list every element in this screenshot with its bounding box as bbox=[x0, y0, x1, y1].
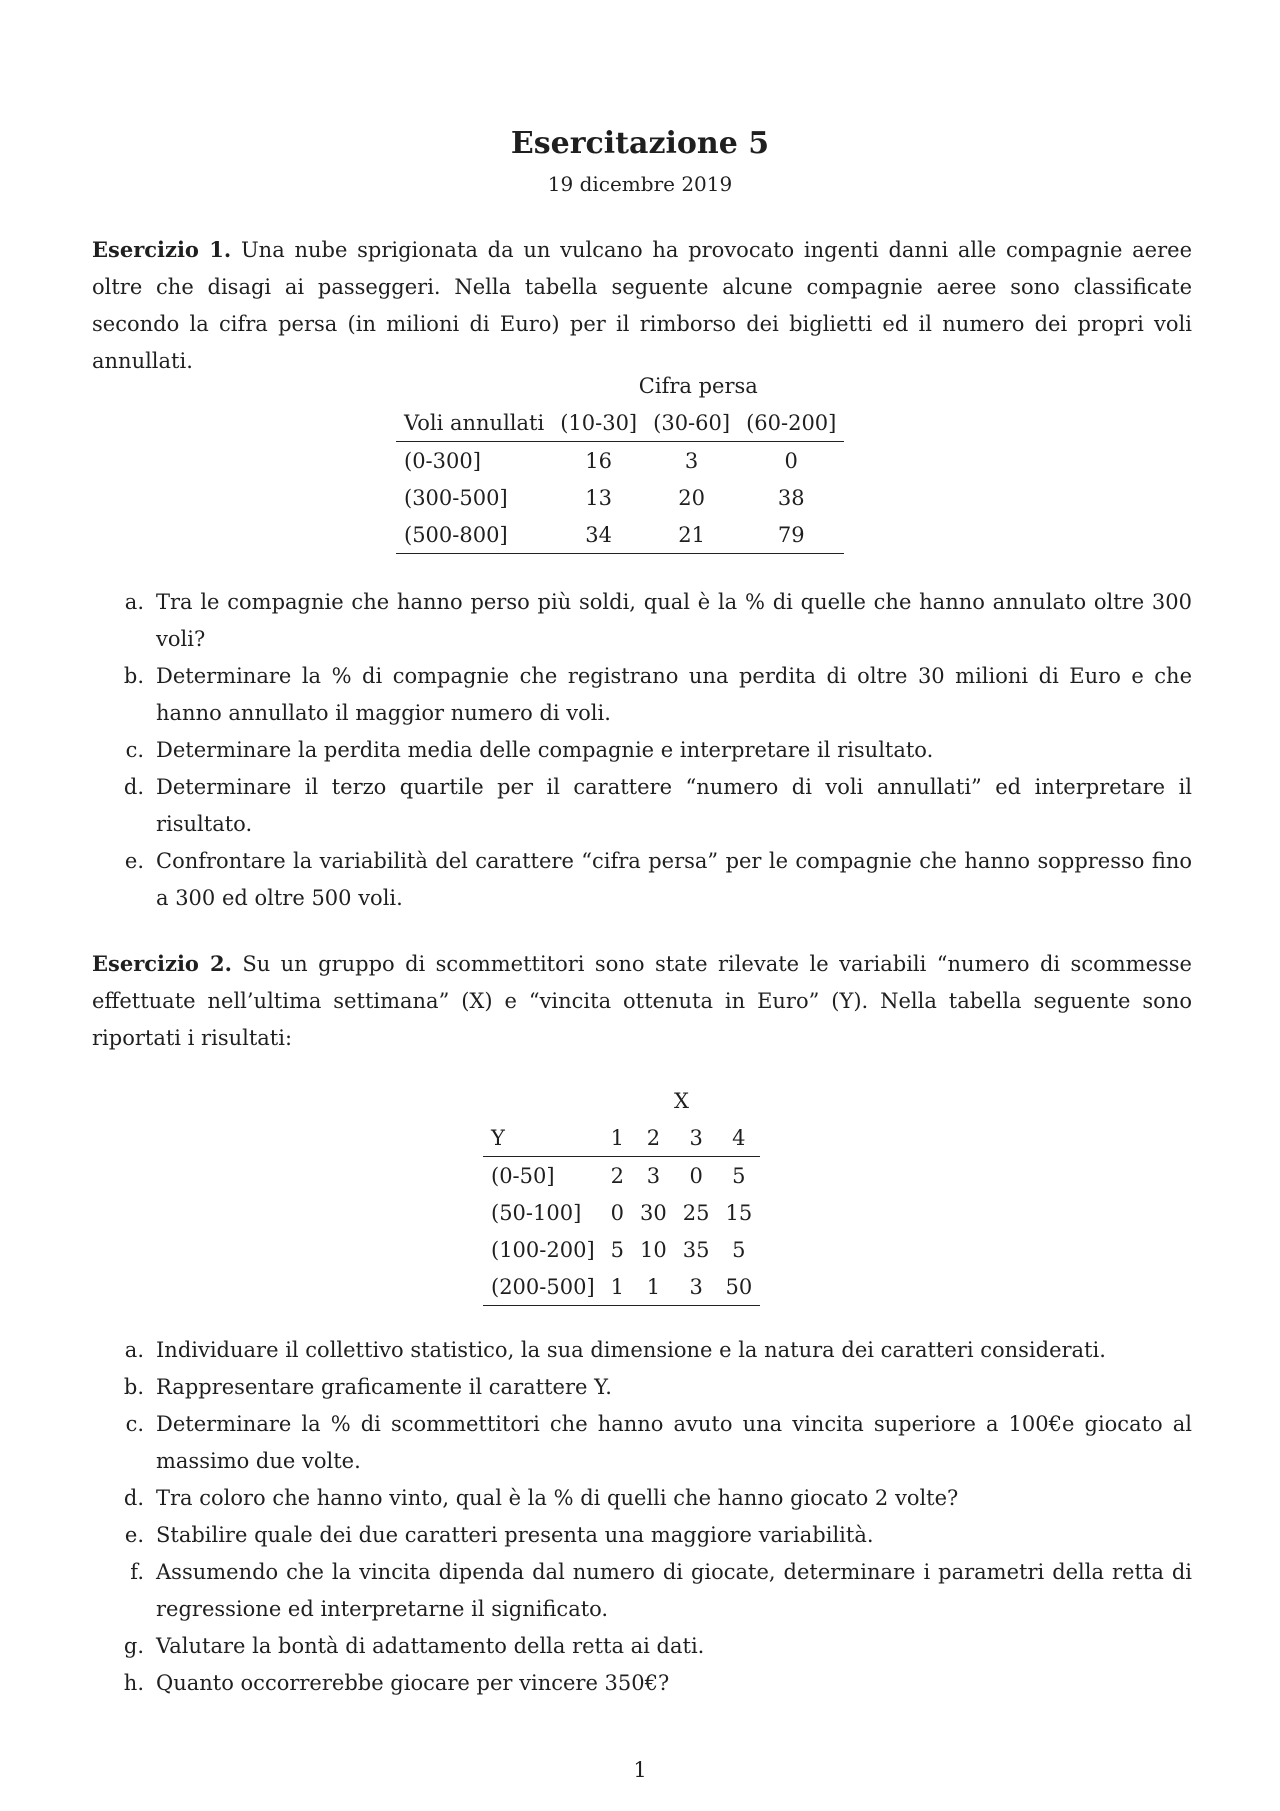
table-cell: 21 bbox=[645, 516, 738, 554]
table-row-label: (300-500] bbox=[404, 485, 508, 510]
table-2-row-header: Y bbox=[483, 1119, 603, 1157]
table-cell: 20 bbox=[678, 485, 705, 510]
exercise-1-table bbox=[396, 367, 844, 554]
question-marker: e. bbox=[124, 1523, 144, 1547]
question-item bbox=[92, 1665, 1192, 1702]
table-cell: 3 bbox=[646, 1163, 661, 1188]
table-cell: 2 bbox=[610, 1163, 625, 1188]
exercise-1-intro bbox=[92, 231, 1192, 380]
table-row-label: (0-50] bbox=[491, 1163, 555, 1188]
table-cell: 3 bbox=[684, 448, 699, 473]
table-row bbox=[483, 1268, 760, 1306]
exercise-2-label: Esercizio 2. bbox=[92, 951, 232, 976]
question-text: Stabilire quale dei due caratteri presenta una maggiore variabilità. bbox=[156, 1523, 874, 1547]
table-cell: 5 bbox=[732, 1237, 746, 1262]
table-1-col-header: (10-30] bbox=[552, 404, 645, 442]
question-marker: d. bbox=[123, 1486, 144, 1510]
table-cell: 35 bbox=[682, 1237, 710, 1262]
exercise-2-intro bbox=[92, 945, 1192, 1057]
page-date: 19 dicembre 2019 bbox=[547, 172, 733, 196]
table-row bbox=[483, 1157, 760, 1195]
table-cell: 16 bbox=[585, 448, 613, 473]
table-cell: 0 bbox=[610, 1200, 625, 1225]
table-cell: 79 bbox=[738, 516, 844, 554]
question-marker: h. bbox=[123, 1671, 144, 1695]
table-cell: 0 bbox=[689, 1163, 703, 1188]
table-cell: 1 bbox=[632, 1268, 675, 1306]
question-marker: f. bbox=[130, 1560, 144, 1584]
table-2-col-header: 1 bbox=[603, 1119, 632, 1157]
question-item bbox=[92, 843, 1192, 917]
question-item bbox=[92, 658, 1192, 732]
table-row bbox=[396, 442, 844, 480]
table-cell: 30 bbox=[640, 1200, 667, 1225]
exercise-1-label: Esercizio 1. bbox=[92, 237, 232, 262]
question-marker: d. bbox=[123, 775, 144, 799]
table-cell: 25 bbox=[682, 1200, 710, 1225]
question-item bbox=[92, 1332, 1192, 1369]
table-cell: 10 bbox=[640, 1237, 667, 1262]
table-1-col-header: (60-200] bbox=[738, 404, 844, 442]
question-marker: a. bbox=[124, 1338, 144, 1362]
question-text: Individuare il collettivo statistico, la sua dimensione e la natura dei caratteri considerati. bbox=[156, 1338, 1106, 1362]
table-2-col-header: 4 bbox=[718, 1119, 761, 1157]
question-marker: a. bbox=[124, 590, 144, 614]
question-marker: g. bbox=[123, 1634, 144, 1658]
table-row-label: (0-300] bbox=[404, 448, 481, 473]
question-item bbox=[92, 769, 1192, 843]
question-text: Valutare la bontà di adattamento della retta ai dati. bbox=[156, 1634, 705, 1658]
exercise-1-text: Una nube sprigionata da un vulcano ha provocato ingenti danni alle compagnie aeree oltre che disagi ai passeggeri. Nella tabella seguente alcune compagnie aeree sono classificate secondo la cifra persa (in milioni di Euro) per il rimborso dei biglietti ed il numero dei propri voli annullati. bbox=[92, 238, 1192, 373]
table-row bbox=[396, 516, 844, 554]
question-text: Determinare la % di scommettitori che hanno avuto una vincita superiore a 100€e giocato al massimo due volte. bbox=[156, 1412, 1192, 1473]
question-marker: c. bbox=[125, 738, 144, 762]
question-text: Tra le compagnie che hanno perso più soldi, qual è la % di quelle che hanno annulato oltre 300 voli? bbox=[156, 590, 1192, 651]
question-item bbox=[92, 732, 1192, 769]
question-text: Determinare la % di compagnie che registrano una perdita di oltre 30 milioni di Euro e che hanno annullato il maggior numero di voli. bbox=[156, 664, 1192, 725]
page-number: 1 bbox=[633, 1758, 647, 1782]
question-marker: c. bbox=[125, 1412, 144, 1436]
question-item bbox=[92, 1480, 1192, 1517]
table-cell: 3 bbox=[675, 1268, 718, 1306]
exercise-1-questions bbox=[92, 584, 1192, 917]
question-text: Determinare il terzo quartile per il carattere “numero di voli annullati” ed interpretare il risultato. bbox=[156, 775, 1192, 836]
exercise-2-table bbox=[483, 1082, 760, 1306]
table-row bbox=[396, 479, 844, 516]
table-1-row-header: Voli annullati bbox=[396, 404, 552, 442]
table-2-col-header: 2 bbox=[632, 1119, 675, 1157]
table-2-caption: X bbox=[673, 1088, 689, 1113]
table-row-label: (100-200] bbox=[491, 1237, 595, 1262]
question-item bbox=[92, 1406, 1192, 1480]
question-item bbox=[92, 1369, 1192, 1406]
exercise-2-text: Su un gruppo di scommettitori sono state rilevate le variabili “numero di scommesse effettuate nell’ultima settimana” (X) e “vincita ottenuta in Euro” (Y). Nella tabella seguente sono riportati i risultati: bbox=[92, 952, 1192, 1050]
table-cell: 5 bbox=[610, 1237, 625, 1262]
table-cell: 13 bbox=[585, 485, 613, 510]
table-row bbox=[483, 1194, 760, 1231]
question-text: Determinare la perdita media delle compagnie e interpretare il risultato. bbox=[156, 738, 934, 762]
question-text: Confrontare la variabilità del carattere “cifra persa” per le compagnie che hanno soppresso fino a 300 ed oltre 500 voli. bbox=[156, 849, 1192, 910]
question-text: Rappresentare graficamente il carattere Y. bbox=[156, 1375, 612, 1399]
question-marker: e. bbox=[124, 849, 144, 873]
table-cell: 1 bbox=[603, 1268, 632, 1306]
table-cell: 34 bbox=[552, 516, 645, 554]
question-text: Assumendo che la vincita dipenda dal numero di giocate, determinare i parametri della retta di regressione ed interpretarne il significato. bbox=[156, 1560, 1192, 1621]
table-1-caption: Cifra persa bbox=[638, 373, 758, 398]
table-cell: 38 bbox=[777, 485, 805, 510]
exercise-2-questions bbox=[92, 1332, 1192, 1702]
page-title: Esercitazione 5 bbox=[510, 126, 770, 161]
question-marker: b. bbox=[123, 1375, 144, 1399]
question-item bbox=[92, 1517, 1192, 1554]
question-item bbox=[92, 1628, 1192, 1665]
table-cell: 5 bbox=[732, 1163, 746, 1188]
question-marker: b. bbox=[123, 664, 144, 688]
table-row-label: (200-500] bbox=[483, 1268, 603, 1306]
question-item bbox=[92, 584, 1192, 658]
table-cell: 0 bbox=[784, 448, 798, 473]
question-text: Tra coloro che hanno vinto, qual è la % di quelli che hanno giocato 2 volte? bbox=[156, 1486, 959, 1510]
table-cell: 50 bbox=[718, 1268, 761, 1306]
question-item bbox=[92, 1554, 1192, 1628]
table-row-label: (500-800] bbox=[396, 516, 552, 554]
table-cell: 15 bbox=[725, 1200, 753, 1225]
table-row-label: (50-100] bbox=[491, 1200, 582, 1225]
table-2-col-header: 3 bbox=[675, 1119, 718, 1157]
question-text: Quanto occorrerebbe giocare per vincere 350€? bbox=[156, 1671, 670, 1695]
table-1-col-header: (30-60] bbox=[645, 404, 738, 442]
table-row bbox=[483, 1231, 760, 1268]
